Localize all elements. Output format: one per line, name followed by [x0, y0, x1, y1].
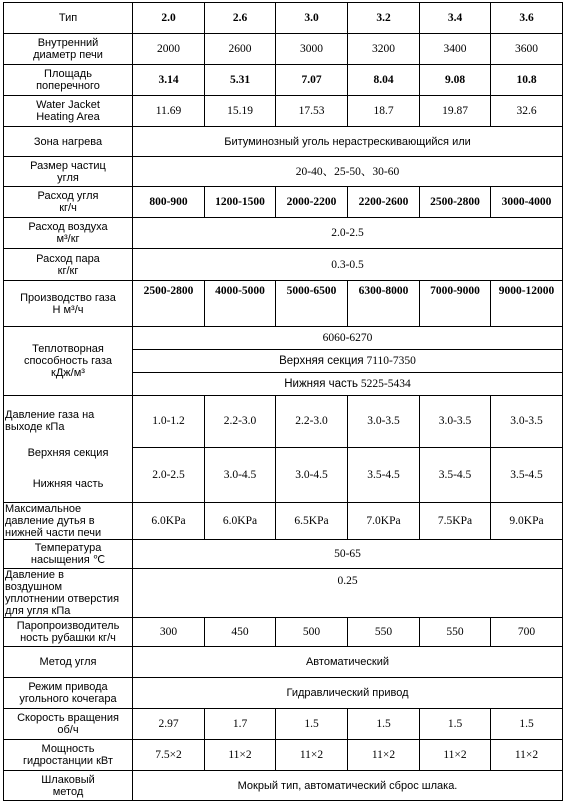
table-cell: 1.0-1.2: [133, 396, 205, 448]
table-cell: 2.2-3.0: [205, 396, 276, 448]
row-coal-method: [4, 647, 563, 678]
row-jacket-steam: [4, 618, 563, 647]
table-cell: 700: [491, 618, 563, 647]
calorific-lower-label: Нижняя часть: [284, 378, 359, 390]
calorific-total-value: 6060-6270: [133, 327, 563, 350]
row-coal-consumption: [4, 187, 563, 218]
table-cell: 1.5: [420, 709, 491, 740]
table-cell: 800-900: [133, 187, 205, 218]
table-cell: 2000-2200: [276, 187, 348, 218]
row-gas-production: [4, 281, 563, 327]
table-cell: 5.31: [205, 65, 276, 96]
calorific-upper-value: 7110-7350: [366, 355, 416, 367]
table-cell: 11×2: [491, 740, 563, 771]
gas-pressure-upper-label: Верхняя секция: [27, 447, 109, 459]
calorific-lower-value: 5225-5434: [360, 378, 411, 390]
row-saturation-temp: [4, 540, 563, 569]
table-cell: 9000-12000: [491, 281, 563, 327]
row-heating-zone: [4, 127, 563, 157]
table-cell: 7.0KPa: [348, 503, 420, 540]
table-cell: 3200: [348, 34, 420, 65]
merged-cell: Автоматический: [133, 647, 563, 678]
table-cell: 3400: [420, 34, 491, 65]
table-cell: 3.0-3.5: [420, 396, 491, 448]
merged-cell: 50-65: [133, 540, 563, 569]
row-label: Производство газа Н м³/ч: [4, 281, 133, 327]
gas-pressure-label-cell: [4, 396, 133, 503]
table-cell: 1.5: [491, 709, 563, 740]
row-max-blast-pressure: [4, 503, 563, 540]
row-label: Максимальное давление дутья в нижней части печи: [4, 503, 133, 540]
table-cell: 9.08: [420, 65, 491, 96]
table-cell: 500: [276, 618, 348, 647]
table-cell: 2.97: [133, 709, 205, 740]
table-cell: 450: [205, 618, 276, 647]
table-cell: 11×2: [348, 740, 420, 771]
table-cell: 1.5: [276, 709, 348, 740]
type-3.2: 3.2: [348, 3, 420, 34]
specification-table: [3, 2, 563, 801]
row-label: Зона нагрева: [4, 127, 133, 157]
calorific-upper-label: Верхняя секция: [279, 355, 364, 367]
table-cell: 3.0-4.5: [205, 447, 276, 502]
table-cell: 6.0KPa: [133, 503, 205, 540]
table-cell: 3000-4000: [491, 187, 563, 218]
row-particle-size: [4, 157, 563, 187]
gas-pressure-label: Давление газа на выходе кПа: [5, 409, 95, 433]
table-cell: 1.5: [348, 709, 420, 740]
row-calorific-total: [4, 327, 563, 350]
table-cell: 3.5-4.5: [348, 447, 420, 502]
table-cell: 7.07: [276, 65, 348, 96]
table-cell: 7.5×2: [133, 740, 205, 771]
table-cell: 2.0-2.5: [133, 447, 205, 502]
row-label: Расход пара кг/кг: [4, 249, 133, 281]
row-label: Шлаковый метод: [4, 771, 133, 801]
row-water-jacket: [4, 96, 563, 127]
row-label: Метод угля: [4, 647, 133, 678]
calorific-lower-cell: [133, 373, 563, 396]
row-label: Мощность гидростанции кВт: [4, 740, 133, 771]
merged-cell: 2.0-2.5: [133, 218, 563, 249]
header-row: [4, 3, 563, 34]
row-seal-pressure: [4, 569, 563, 618]
type-header-label: Тип: [4, 3, 133, 34]
table-cell: 11×2: [276, 740, 348, 771]
row-label: Температура насыщения ℃: [4, 540, 133, 569]
table-cell: 9.0KPa: [491, 503, 563, 540]
merged-cell: 20-40、25-50、30-60: [133, 157, 563, 187]
table-cell: 7000-9000: [420, 281, 491, 327]
row-label: Режим привода угольного кочегара: [4, 678, 133, 709]
table-cell: 10.8: [491, 65, 563, 96]
table-cell: 2.2-3.0: [276, 396, 348, 448]
table-cell: 6.0KPa: [205, 503, 276, 540]
table-cell: 11.69: [133, 96, 205, 127]
table-cell: 3.0-3.5: [491, 396, 563, 448]
row-label: Площадь поперечного: [4, 65, 133, 96]
table-cell: 17.53: [276, 96, 348, 127]
table-cell: 3.0-3.5: [348, 396, 420, 448]
type-2.0: 2.0: [133, 3, 205, 34]
table-cell: 3600: [491, 34, 563, 65]
merged-cell: Мокрый тип, автоматический сброс шлака.: [133, 771, 563, 801]
table-cell: 11×2: [420, 740, 491, 771]
row-label: Water Jacket Heating Area: [4, 96, 133, 127]
row-cross-section: [4, 65, 563, 96]
row-label: Размер частиц угля: [4, 157, 133, 187]
table-cell: 550: [348, 618, 420, 647]
row-slag-method: [4, 771, 563, 801]
row-label: Паропроизводитель ность рубашки кг/ч: [4, 618, 133, 647]
table-cell: 4000-5000: [205, 281, 276, 327]
merged-cell: Битуминозный уголь нерастрескивающийся или: [133, 127, 563, 157]
table-cell: 2500-2800: [133, 281, 205, 327]
merged-cell: 0.3-0.5: [133, 249, 563, 281]
type-2.6: 2.6: [205, 3, 276, 34]
table-cell: 2200-2600: [348, 187, 420, 218]
row-label: Теплотворная способность газа кДж/м³: [4, 327, 133, 396]
table-cell: 300: [133, 618, 205, 647]
row-air-consumption: [4, 218, 563, 249]
table-cell: 15.19: [205, 96, 276, 127]
row-label: Давление в воздушном уплотнении отверстия для угля кПа: [4, 569, 133, 618]
row-label: Расход угля кг/ч: [4, 187, 133, 218]
table-cell: 2000: [133, 34, 205, 65]
gas-pressure-lower-label: Нижняя часть: [32, 478, 104, 490]
table-cell: 3.5-4.5: [491, 447, 563, 502]
table-cell: 32.6: [491, 96, 563, 127]
table-cell: 2500-2800: [420, 187, 491, 218]
row-gas-pressure-upper: [4, 396, 563, 448]
type-3.0: 3.0: [276, 3, 348, 34]
table-cell: 8.04: [348, 65, 420, 96]
table-cell: 18.7: [348, 96, 420, 127]
table-cell: 6.5KPa: [276, 503, 348, 540]
type-3.6: 3.6: [491, 3, 563, 34]
table-cell: 3.5-4.5: [420, 447, 491, 502]
table-cell: 550: [420, 618, 491, 647]
row-label: Расход воздуха м³/кг: [4, 218, 133, 249]
table-cell: 19.87: [420, 96, 491, 127]
table-cell: 7.5KPa: [420, 503, 491, 540]
table-cell: 1200-1500: [205, 187, 276, 218]
merged-cell: Гидравлический привод: [133, 678, 563, 709]
table-cell: 5000-6500: [276, 281, 348, 327]
merged-cell: 0.25: [133, 569, 563, 618]
calorific-upper-cell: [133, 350, 563, 373]
table-cell: 1.7: [205, 709, 276, 740]
row-label: Скорость вращения об/ч: [4, 709, 133, 740]
row-steam-consumption: [4, 249, 563, 281]
table-cell: 3000: [276, 34, 348, 65]
table-cell: 3.14: [133, 65, 205, 96]
row-inner-diameter: [4, 34, 563, 65]
table-cell: 2600: [205, 34, 276, 65]
row-rotation-speed: [4, 709, 563, 740]
table-cell: 6300-8000: [348, 281, 420, 327]
row-label: Внутренний диаметр печи: [4, 34, 133, 65]
type-3.4: 3.4: [420, 3, 491, 34]
table-cell: 11×2: [205, 740, 276, 771]
table-cell: 3.0-4.5: [276, 447, 348, 502]
row-poker-drive: [4, 678, 563, 709]
